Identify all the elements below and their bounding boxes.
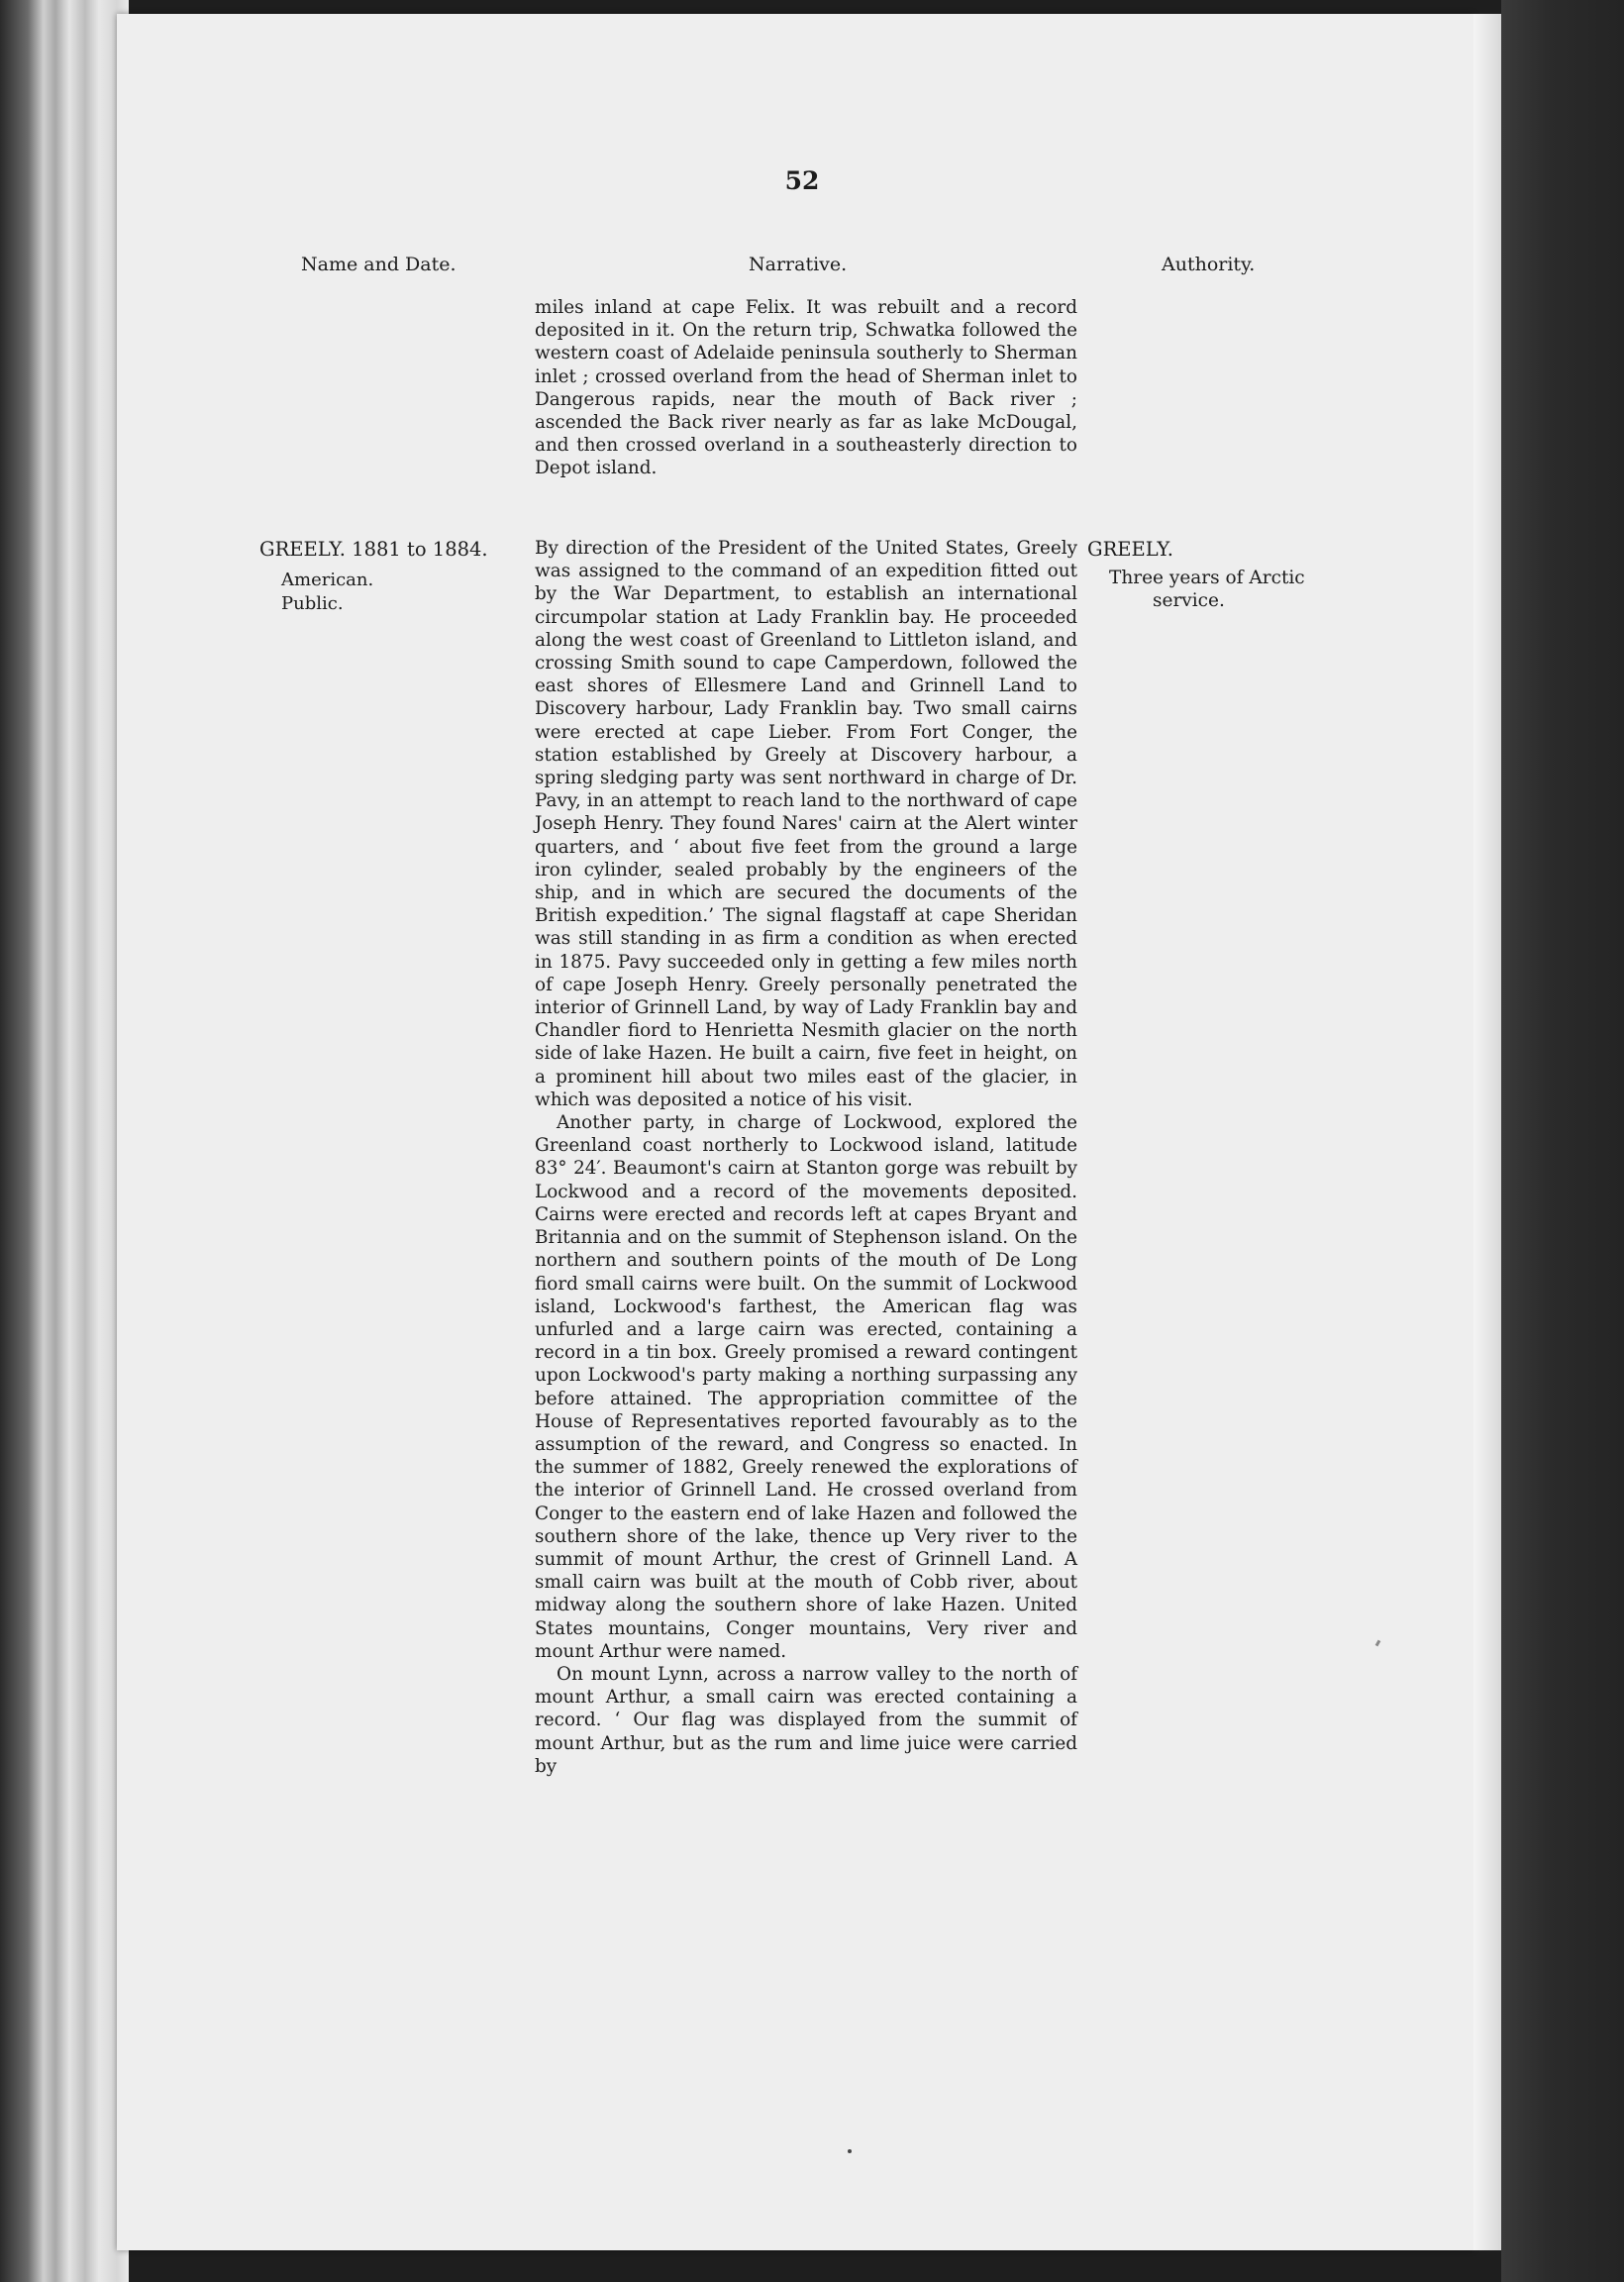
authority-note-line-1: Three years of Arctic bbox=[1109, 568, 1305, 588]
entry-status: Public. bbox=[281, 593, 344, 614]
narrative-paragraph-2: Another party, in charge of Lockwood, explored the Greenland coast northerly to Lockwood island, latitude 83° 24′. Beaumont's cairn at Stanton gorge was rebuilt by Lockwood and a record of the movements deposited. Cairns were erected and records left at capes Bryant and Britannia and on the summit of Stephenson island. On the northern and southern points of the mouth of De Long fiord small cairns were built. On the summit of Lockwood island, Lockwood's farthest, the American flag was unfurled and a large cairn was erected, containing a record in a tin box. Greely promised a reward contingent upon Lockwood's party making a northing surpassing any before attained. The appropriation committee of the House of Representatives reported favourably as to the assumption of the reward, and Congress so enacted. In the summer of 1882, Greely renewed the explorations of the interior of Grinnell Land. He crossed overland from Conger to the eastern end of lake Hazen and followed the southern shore of the lake, thence up Very river to the summit of mount Arthur, the crest of Grinnell Land. A small cairn was built at the mouth of Cobb river, about midway along the southern shore of lake Hazen. United States mountains, Conger mountains, Very river and mount Arthur were named. bbox=[535, 1112, 1077, 1662]
dark-background-strip bbox=[1501, 0, 1624, 2282]
authority-name: GREELY. bbox=[1087, 538, 1173, 561]
narrative-paragraph-3: On mount Lynn, across a narrow valley to the north of mount Arthur, a small cairn was erected containing a record. ‘ Our flag was displayed from the summit of mount Arthur, but as the rum and lime juice were carried by bbox=[535, 1663, 1077, 1777]
page-number: 52 bbox=[784, 166, 820, 195]
entry-nationality: American. bbox=[281, 570, 374, 590]
authority-note bbox=[1109, 567, 1367, 612]
column-header-authority: Authority. bbox=[1162, 254, 1256, 275]
column-header-name-date: Name and Date. bbox=[301, 254, 457, 275]
continuation-narrative bbox=[535, 296, 1077, 480]
continuation-paragraph: miles inland at cape Felix. It was rebuilt and a record deposited in it. On the return trip, Schwatka followed the western coast of Adelaide peninsula southerly to Sherman inlet ; crossed overland from the head of Sherman inlet to Dangerous rapids, near the mouth of Back river ; ascended the Back river nearly as far as lake McDougal, and then crossed overland in a southeasterly direction to Depot island. bbox=[535, 297, 1077, 479]
entry-narrative bbox=[535, 537, 1077, 1778]
book-spine-edge bbox=[0, 0, 129, 2282]
ink-dot bbox=[848, 2149, 852, 2153]
page-right-edge bbox=[1473, 14, 1501, 2250]
authority-note-line-2: service. bbox=[1153, 590, 1225, 611]
narrative-paragraph-1: By direction of the President of the United States, Greely was assigned to the command of an expedition fitted out by the War Department, to establish an international circumpolar station at Lady Franklin bay. He proceeded along the west coast of Greenland to Littleton island, and crossing Smith sound to cape Camperdown, followed the east shores of Ellesmere Land and Grinnell Land to Discovery harbour, Lady Franklin bay. Two small cairns were erected at cape Lieber. From Fort Conger, the station established by Greely at Discovery harbour, a spring sledging party was sent northward in charge of Dr. Pavy, in an attempt to reach land to the northward of cape Joseph Henry. They found Nares' cairn at the Alert winter quarters, and ‘ about five feet from the ground a large iron cylinder, sealed probably by the engineers of the ship, and in which are secured the documents of the British expedition.’ The signal flagstaff at cape Sheridan was still standing in as firm a condition as when erected in 1875. Pavy succeeded only in getting a few miles north of cape Joseph Henry. Greely personally penetrated the interior of Grinnell Land, by way of Lady Franklin bay and Chandler fiord to Henrietta Nesmith glacier on the north side of lake Hazen. He built a cairn, five feet in height, on a prominent hill about two miles east of the glacier, in which was deposited a notice of his visit. bbox=[535, 538, 1077, 1110]
column-header-narrative: Narrative. bbox=[749, 254, 848, 275]
entry-name-date: GREELY. 1881 to 1884. bbox=[259, 538, 488, 561]
